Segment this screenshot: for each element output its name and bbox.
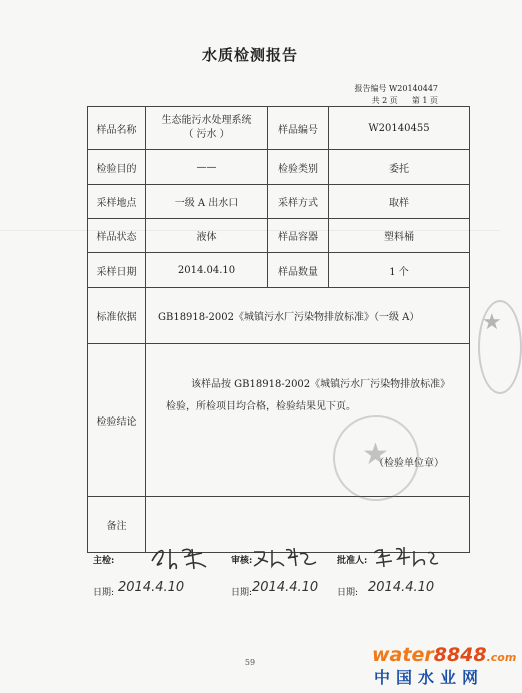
report-number: 报告编号 W20140447 (354, 84, 438, 93)
method-value: 取样 (329, 185, 470, 219)
container-label: 样品容器 (268, 219, 329, 253)
conclusion-label: 检验结论 (88, 344, 146, 497)
reviewer-label: 审核: (231, 556, 253, 566)
reviewer-date-label: 日期: (231, 588, 253, 598)
logo-number: 8848 (433, 644, 487, 666)
sample-name-line2: （ 污水 ） (183, 129, 230, 140)
inspector-signature (93, 553, 114, 566)
approver-date-label: 日期: (337, 588, 359, 598)
container-value: 塑料桶 (329, 219, 470, 253)
inspector-label: 主检: (93, 556, 115, 566)
conclusion-line1: 该样品按 GB18918-2002《城镇污水厂污染物排放标准》 (191, 379, 451, 390)
category-label: 检验类别 (268, 150, 329, 185)
logo-cn: 中国水业网 (374, 668, 485, 687)
page-number: 59 (244, 658, 256, 667)
conclusion-cell (146, 344, 470, 497)
sample-name-line1: 生态能污水处理系统 (161, 115, 252, 126)
current-page: 第 1 页 (411, 96, 438, 105)
remarks-label: 备注 (88, 497, 146, 553)
standard-label: 标准依据 (88, 288, 146, 344)
total-pages: 共 2 页 (371, 96, 398, 105)
category-value: 委托 (329, 150, 470, 185)
purpose-label: 检验目的 (88, 150, 146, 185)
report-title: 水质检测报告 (201, 46, 298, 64)
inspector-date: 2014.4.10 (118, 580, 185, 595)
inspector-handwriting (148, 543, 210, 571)
conclusion-line2: 检验，所检项目均合格，检验结果见下页。 (166, 401, 356, 412)
logo-brand: water (372, 644, 434, 666)
date-label: 采样日期 (88, 253, 146, 288)
sample-no-value: W20140455 (329, 107, 470, 150)
standard-value: GB18918-2002《城镇污水厂污染物排放标准》（一级 A） (146, 288, 470, 344)
sample-name-label: 样品名称 (88, 107, 146, 150)
site-label: 采样地点 (88, 185, 146, 219)
table-row (88, 288, 470, 344)
approver-handwriting (370, 543, 440, 569)
logo-suffix: .com (486, 651, 517, 664)
conclusion-text (166, 374, 461, 418)
state-value: 液体 (146, 219, 268, 253)
star-icon: ★ (362, 437, 389, 472)
sample-name-value (146, 107, 268, 150)
logo-text (372, 645, 516, 668)
star-icon: ★ (482, 310, 502, 335)
reviewer-handwriting (250, 544, 320, 570)
approver-label: 批准人: (337, 556, 368, 566)
inspection-unit-stamp-label: （检验单位章） (374, 458, 444, 469)
qty-value: 1 个 (329, 253, 470, 288)
watermark-logo (372, 645, 516, 688)
sample-no-label: 样品编号 (268, 107, 329, 150)
table-row (88, 253, 470, 288)
table-row (88, 107, 470, 150)
approver-date: 2014.4.10 (368, 580, 435, 595)
purpose-value: —— (146, 150, 268, 185)
qty-label: 样品数量 (268, 253, 329, 288)
report-table (87, 106, 470, 553)
date-value: 2014.04.10 (146, 253, 268, 288)
approver-signature (337, 553, 367, 566)
table-row (88, 150, 470, 185)
inspector-date-label: 日期: (93, 588, 115, 598)
reviewer-date: 2014.4.10 (252, 580, 319, 595)
page-info (358, 95, 438, 106)
state-label: 样品状态 (88, 219, 146, 253)
table-row (88, 185, 470, 219)
method-label: 采样方式 (268, 185, 329, 219)
table-row (88, 219, 470, 253)
official-seal (333, 415, 419, 501)
site-value: 一级 A 出水口 (146, 185, 268, 219)
